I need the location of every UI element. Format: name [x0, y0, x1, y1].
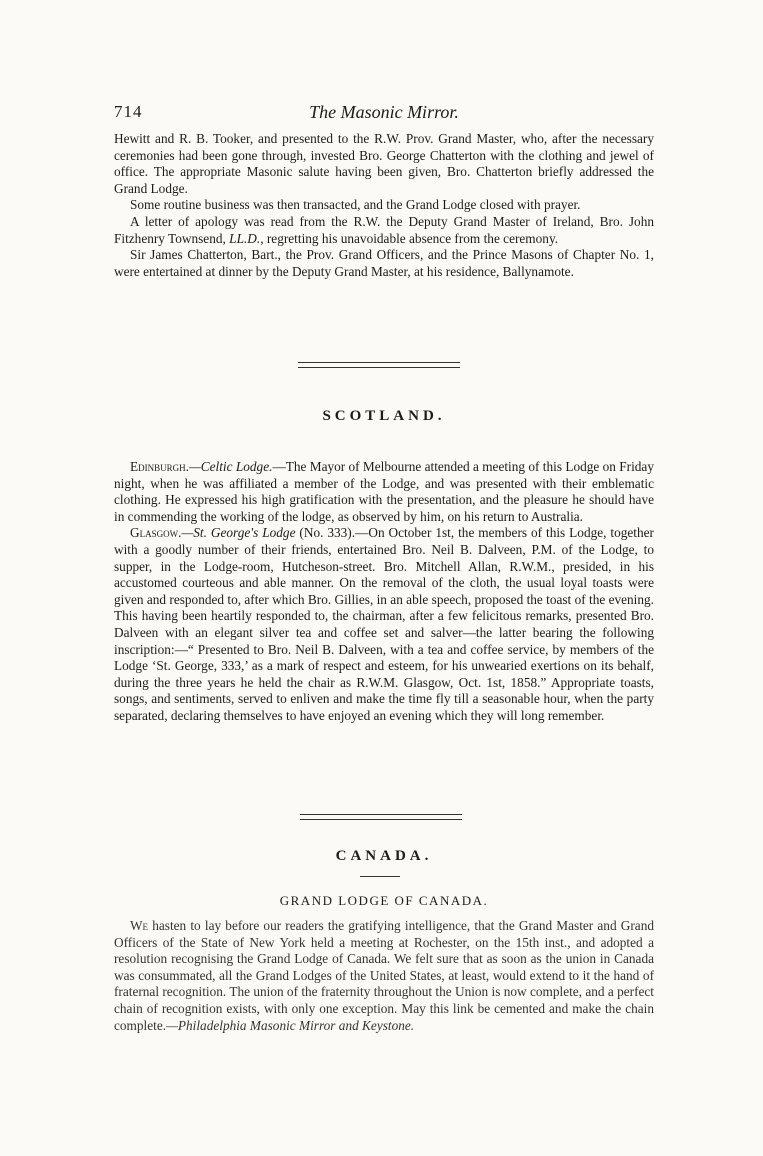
paragraph-glasgow: Glasgow.—St. George's Lodge (No. 333).—On October 1st, the members of this Lodge, together with a goodly number of their friends, entertained Bro. Neil B. Dalveen, P.M. of the Lodge, to supper, in the Lodge-room, Hutcheson-street. Bro. Mitchell Allan, R.W.M., presided, in his accustomed courteous and able manner. On the removal of the cloth, the usual loyal toasts were given and responded to, after which Bro. Gillies, in an able speech, proposed the toast of the evening. This having been heartily responded to, the chairman, after a few felicitous remarks, presented Bro. Dalveen with an elegant silver tea and coffee set and salver—the latter bearing the following inscription:—“ Presented to Bro. Neil B. Dalveen, with a tea and coffee service, by members of the Lodge ‘St. George, 333,’ as a mark of respect and esteem, for his unwearied exertions on its behalf, during the three years he held the chair as R.W.M. Glasgow, Oct. 1st, 1858.” Appropriate toasts, songs, and sentiments, served to enliven and make the time fly till a seasonable hour, when the party separated, declaring themselves to have enjoyed an evening which they will long remember. [114, 525, 654, 723]
paragraph: Sir James Chatterton, Bart., the Prov. Grand Officers, and the Prince Masons of Chapter No. 1, were entertained at dinner by the Deputy Grand Master, at his residence, Ballynamote. [114, 247, 654, 279]
canada-section [114, 918, 654, 1034]
section-heading-canada: CANADA. [335, 848, 433, 864]
scotland-section [114, 459, 654, 725]
paragraph-edinburgh: Edinburgh.—Celtic Lodge.—The Mayor of Melbourne attended a meeting of this Lodge on Friday night, when he was affiliated a member of the Lodge, and was presented with their emblematic clothing. He expressed his high gratification with the presentation, and the pleasure he should have in commending the working of the lodge, as observed by him, on his return to Australia. [114, 459, 654, 524]
section-heading-scotland: SCOTLAND. [322, 408, 446, 424]
paragraph: Some routine business was then transacted, and the Grand Lodge closed with prayer. [130, 197, 581, 213]
running-title: The Masonic Mirror. [309, 102, 459, 122]
paragraph: Hewitt and R. B. Tooker, and presented to the R.W. Prov. Grand Master, who, after the necessary ceremonies had been gone through, invested Bro. George Chatterton with the clothing and jewel of office. The appropriate Masonic salute having been given, Bro. Chatterton briefly addressed the Grand Lodge. [114, 131, 654, 196]
paragraph: A letter of apology was read from the R.W. the Deputy Grand Master of Ireland, Bro. John Fitzhenry Townsend, LL.D., regretting his unavoidable absence from the ceremony. [114, 213, 654, 246]
short-rule [360, 876, 400, 877]
section-divider [298, 362, 460, 368]
subheading: GRAND LODGE OF CANADA. [279, 893, 489, 908]
ireland-section [114, 131, 654, 280]
paragraph-canada: We hasten to lay before our readers the gratifying intelligence, that the Grand Master and Grand Officers of the State of New York held a meeting at Rochester, on the 15th inst., and adopted a resolution recognising the Grand Lodge of Canada. We felt sure that as soon as the union in Canada was consummated, all the Grand Lodges of the United States, at least, would extend to it the hand of fraternal recognition. The union of the fraternity throughout the Union is now complete, and a perfect chain of recognition exists, with only one exception. May this link be cemented and make the chain complete.—Philadelphia Masonic Mirror and Keystone. [114, 918, 654, 1033]
page-header [114, 100, 654, 126]
page-number: 714 [114, 102, 143, 121]
section-divider [300, 814, 462, 820]
